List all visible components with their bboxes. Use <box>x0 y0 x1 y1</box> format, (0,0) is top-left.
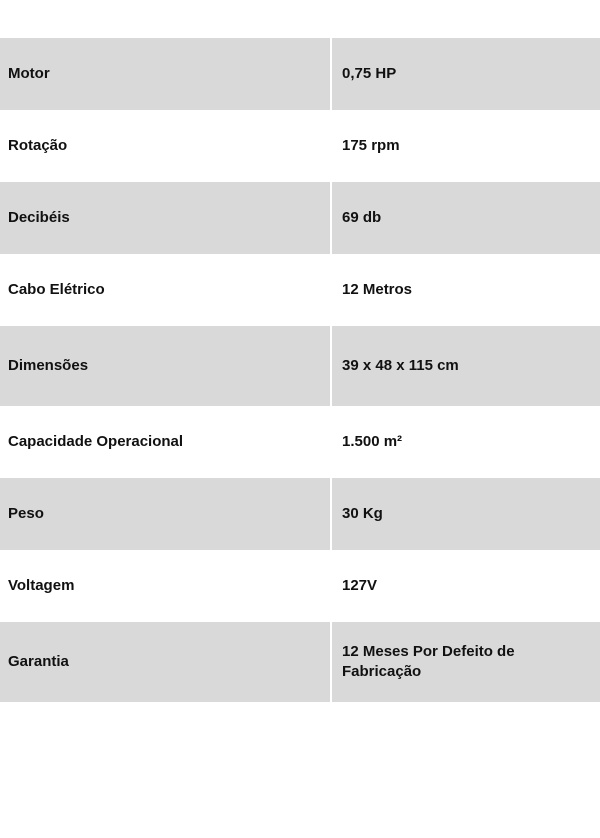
table-row <box>0 110 600 182</box>
spec-value: 39 x 48 x 115 cm <box>331 326 600 406</box>
table-row <box>0 38 600 110</box>
spec-value: 69 db <box>331 182 600 254</box>
spec-value: 127V <box>331 550 600 622</box>
table-row <box>0 406 600 478</box>
specifications-table <box>0 38 600 702</box>
spec-label: Decibéis <box>0 182 331 254</box>
table-row <box>0 254 600 326</box>
spec-value: 12 Metros <box>331 254 600 326</box>
spec-label: Rotação <box>0 110 331 182</box>
table-row <box>0 182 600 254</box>
spec-value: 12 Meses Por Defeito de Fabricação <box>331 622 600 702</box>
spec-value: 30 Kg <box>331 478 600 550</box>
spec-value: 175 rpm <box>331 110 600 182</box>
spec-label: Capacidade Operacional <box>0 406 331 478</box>
spec-value: 0,75 HP <box>331 38 600 110</box>
spec-label: Dimensões <box>0 326 331 406</box>
spec-label: Cabo Elétrico <box>0 254 331 326</box>
spec-label: Peso <box>0 478 331 550</box>
table-row <box>0 622 600 702</box>
table-row <box>0 478 600 550</box>
spec-label: Garantia <box>0 622 331 702</box>
spec-value: 1.500 m² <box>331 406 600 478</box>
table-row <box>0 326 600 406</box>
specifications-table-body <box>0 38 600 702</box>
spec-label: Motor <box>0 38 331 110</box>
spec-label: Voltagem <box>0 550 331 622</box>
table-row <box>0 550 600 622</box>
